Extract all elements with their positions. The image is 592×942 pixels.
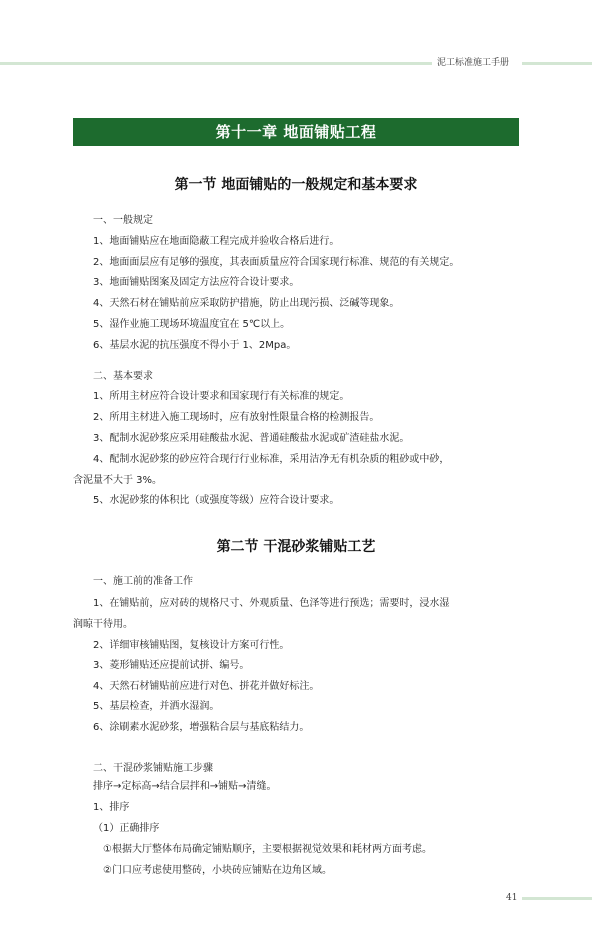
basic-requirement-1: 1、所用主材应符合设计要求和国家现行有关标准的规定。 [93,391,350,402]
basic-requirement-2: 2、所用主材进入施工现场时，应有放射性限量合格的检测报告。 [93,412,380,423]
header-rule-right [522,62,592,65]
general-rule-1: 1、地面铺贴应在地面隐蔽工程完成并验收合格后进行。 [93,236,340,247]
general-rule-6: 6、基层水泥的抗压强度不得小于 1、2Mpa。 [93,340,297,351]
page-number: 41 [506,893,518,903]
section-2-title: 第二节 干混砂浆铺贴工艺 [216,539,376,555]
basic-requirement-5: 5、水泥砂浆的体积比（或强度等级）应符合设计要求。 [93,495,340,506]
footer-rule [522,897,592,900]
chapter-title: 第十一章 地面铺贴工程 [73,118,519,146]
general-rule-4: 4、天然石材在铺贴前应采取防护措施，防止出现污损、泛碱等现象。 [93,298,400,309]
section-1-title: 第一节 地面铺贴的一般规定和基本要求 [174,177,418,193]
general-rules-heading: 一、一般规定 [93,215,153,226]
general-rule-3: 3、地面铺贴图案及固定方法应符合设计要求。 [93,277,300,288]
general-rule-5: 5、湿作业施工现场环境温度宜在 5℃以上。 [93,319,291,330]
prep-item-1: 1、在铺贴前，应对砖的规格尺寸、外观质量、色泽等进行预选；需要时，浸水湿 [93,598,450,609]
basic-requirement-4-cont: 含泥量不大于 3%。 [73,475,163,486]
steps-flow: 排序→定标高→结合层拌和→铺贴→清缝。 [93,781,277,792]
header-rule-left [0,62,432,65]
prep-item-4: 4、天然石材铺贴前应进行对色、拼花并做好标注。 [93,681,320,692]
basic-requirements-heading: 二、基本要求 [93,371,153,382]
general-rule-2: 2、地面面层应有足够的强度，其表面质量应符合国家现行标准、规范的有关规定。 [93,257,460,268]
step-1-point-2: ②门口应考虑使用整砖，小块砖应铺贴在边角区域。 [103,865,332,876]
prep-item-3: 3、菱形铺贴还应提前试拼、编号。 [93,660,250,671]
basic-requirement-3: 3、配制水泥砂浆应采用硅酸盐水泥、普通硅酸盐水泥或矿渣硅盐水泥。 [93,433,410,444]
basic-requirement-4: 4、配制水泥砂浆的砂应符合现行行业标准，采用洁净无有机杂质的粗砂或中砂， [93,454,450,465]
step-1-point-1: ①根据大厅整体布局确定铺贴顺序，主要根据视觉效果和耗材两方面考虑。 [103,844,432,855]
header-title: 泥工标准施工手册 [437,58,510,68]
prep-item-2: 2、详细审核铺贴图，复核设计方案可行性。 [93,640,290,651]
prep-item-1-cont: 润晾干待用。 [73,619,133,630]
prep-heading: 一、施工前的准备工作 [93,576,193,587]
step-1-sub-1: （1）正确排序 [93,823,160,834]
prep-item-6: 6、涂刷素水泥砂浆，增强粘合层与基底粘结力。 [93,722,310,733]
steps-heading: 二、干混砂浆铺贴施工步骤 [93,763,213,774]
prep-item-5: 5、基层检查，并洒水湿润。 [93,701,220,712]
step-1-title: 1、排序 [93,802,130,813]
